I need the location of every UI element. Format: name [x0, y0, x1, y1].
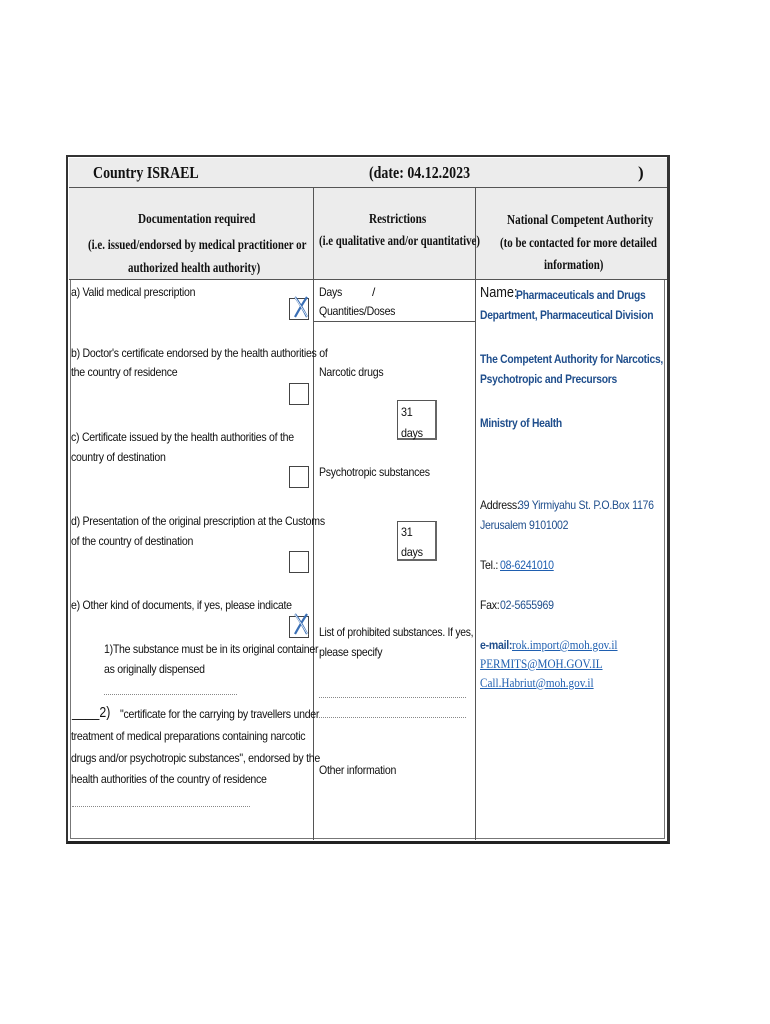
prohibited-blank-line-1	[319, 697, 466, 698]
other-information-label: Other information	[319, 763, 397, 777]
email-link-3[interactable]: Call.Habriut@moh.gov.il	[480, 675, 594, 690]
psychotropic-label: Psychotropic substances	[319, 465, 430, 479]
doc-e2-blank-line	[72, 806, 250, 807]
authority-name-label: Name:	[480, 284, 518, 301]
doc-c-label-1: c) Certificate issued by the health authorities of the	[71, 430, 294, 444]
fax-number: 02-5655969	[500, 598, 554, 612]
days-label: Days	[319, 285, 343, 299]
authority-subheader-2: information)	[544, 258, 604, 273]
competent-authority-line-1: The Competent Authority for Narcotics,	[480, 352, 664, 366]
tel-label: Tel.:	[480, 558, 499, 572]
checked-x-icon	[291, 293, 311, 321]
date-close-paren: )	[638, 163, 644, 182]
doc-e2-line-4: health authorities of the country of residence	[71, 772, 267, 786]
psychotropic-days-number: 31	[401, 525, 413, 539]
restrictions-header: Restrictions	[369, 212, 427, 227]
doc-d-label-2: of the country of destination	[71, 534, 194, 548]
authority-subheader-1: (to be contacted for more detailed	[500, 236, 657, 251]
narcotic-days-number: 31	[401, 405, 413, 419]
column-header-divider	[69, 279, 667, 280]
doc-e1-line-2: as originally dispensed	[104, 662, 205, 676]
ministry-label: Ministry of Health	[480, 416, 562, 430]
doc-b-label-1: b) Doctor's certificate endorsed by the health authorities of	[71, 346, 328, 360]
doc-b-checkbox[interactable]	[289, 383, 309, 405]
doc-e1-blank-line	[104, 694, 237, 695]
prohibited-label-1: List of prohibited substances. If yes,	[319, 625, 474, 639]
authority-header: National Competent Authority	[507, 213, 654, 228]
documentation-header: Documentation required	[138, 212, 256, 227]
country-label: Country ISRAEL	[93, 163, 199, 182]
prohibited-blank-line-2	[319, 717, 466, 718]
email-link-1[interactable]: rok.import@moh.gov.il	[512, 637, 618, 652]
tel-link[interactable]: 08-6241010	[500, 558, 554, 572]
restrictions-subheader: (i.e qualitative and/or quantitative)	[319, 234, 480, 249]
doc-d-checkbox[interactable]	[289, 551, 309, 573]
quantities-label: Quantities/Doses	[319, 304, 396, 318]
authority-name-line-1: Pharmaceuticals and Drugs	[516, 288, 646, 302]
doc-c-checkbox[interactable]	[289, 466, 309, 488]
authority-name-line-2: Department, Pharmaceutical Division	[480, 308, 654, 322]
checked-x-icon	[291, 610, 311, 638]
doc-e2-prefix: ____2)	[72, 704, 111, 721]
competent-authority-line-2: Psychotropic and Precursors	[480, 372, 617, 386]
address-line-1: 39 Yirmiyahu St. P.O.Box 1176	[518, 498, 654, 512]
narcotic-days-unit: days	[401, 426, 423, 440]
documentation-subheader-2: authorized health authority)	[128, 261, 261, 276]
doc-e1-line-1: 1)The substance must be in its original container	[104, 642, 319, 656]
date-label: (date: 04.12.2023	[369, 163, 471, 182]
doc-a-label: a) Valid medical prescription	[71, 285, 196, 299]
doc-e2-line-1: "certificate for the carrying by travellers under	[120, 707, 320, 721]
email-label: e-mail:	[480, 638, 513, 652]
prohibited-label-2: please specify	[319, 645, 383, 659]
doc-e2-line-2: treatment of medical preparations containing narcotic	[71, 729, 306, 743]
doc-e-label: e) Other kind of documents, if yes, please indicate	[71, 598, 292, 612]
doc-b-label-2: the country of residence	[71, 365, 178, 379]
psychotropic-days-unit: days	[401, 545, 423, 559]
doc-d-label-1: d) Presentation of the original prescription at the Customs	[71, 514, 325, 528]
doc-e2-line-3: drugs and/or psychotropic substances", endorsed by the	[71, 751, 320, 765]
header-divider	[69, 187, 667, 188]
narcotic-drugs-label: Narcotic drugs	[319, 365, 384, 379]
documentation-subheader-1: (i.e. issued/endorsed by medical practitioner or	[88, 238, 307, 253]
column-divider-2	[475, 188, 476, 840]
address-line-2: Jerusalem 9101002	[480, 518, 569, 532]
restriction-row-divider	[314, 321, 475, 322]
address-label: Address:	[480, 498, 520, 512]
days-slash: /	[372, 285, 376, 299]
fax-label: Fax:	[480, 598, 500, 612]
doc-c-label-2: country of destination	[71, 450, 166, 464]
email-link-2[interactable]: PERMITS@MOH.GOV.IL	[480, 656, 603, 671]
